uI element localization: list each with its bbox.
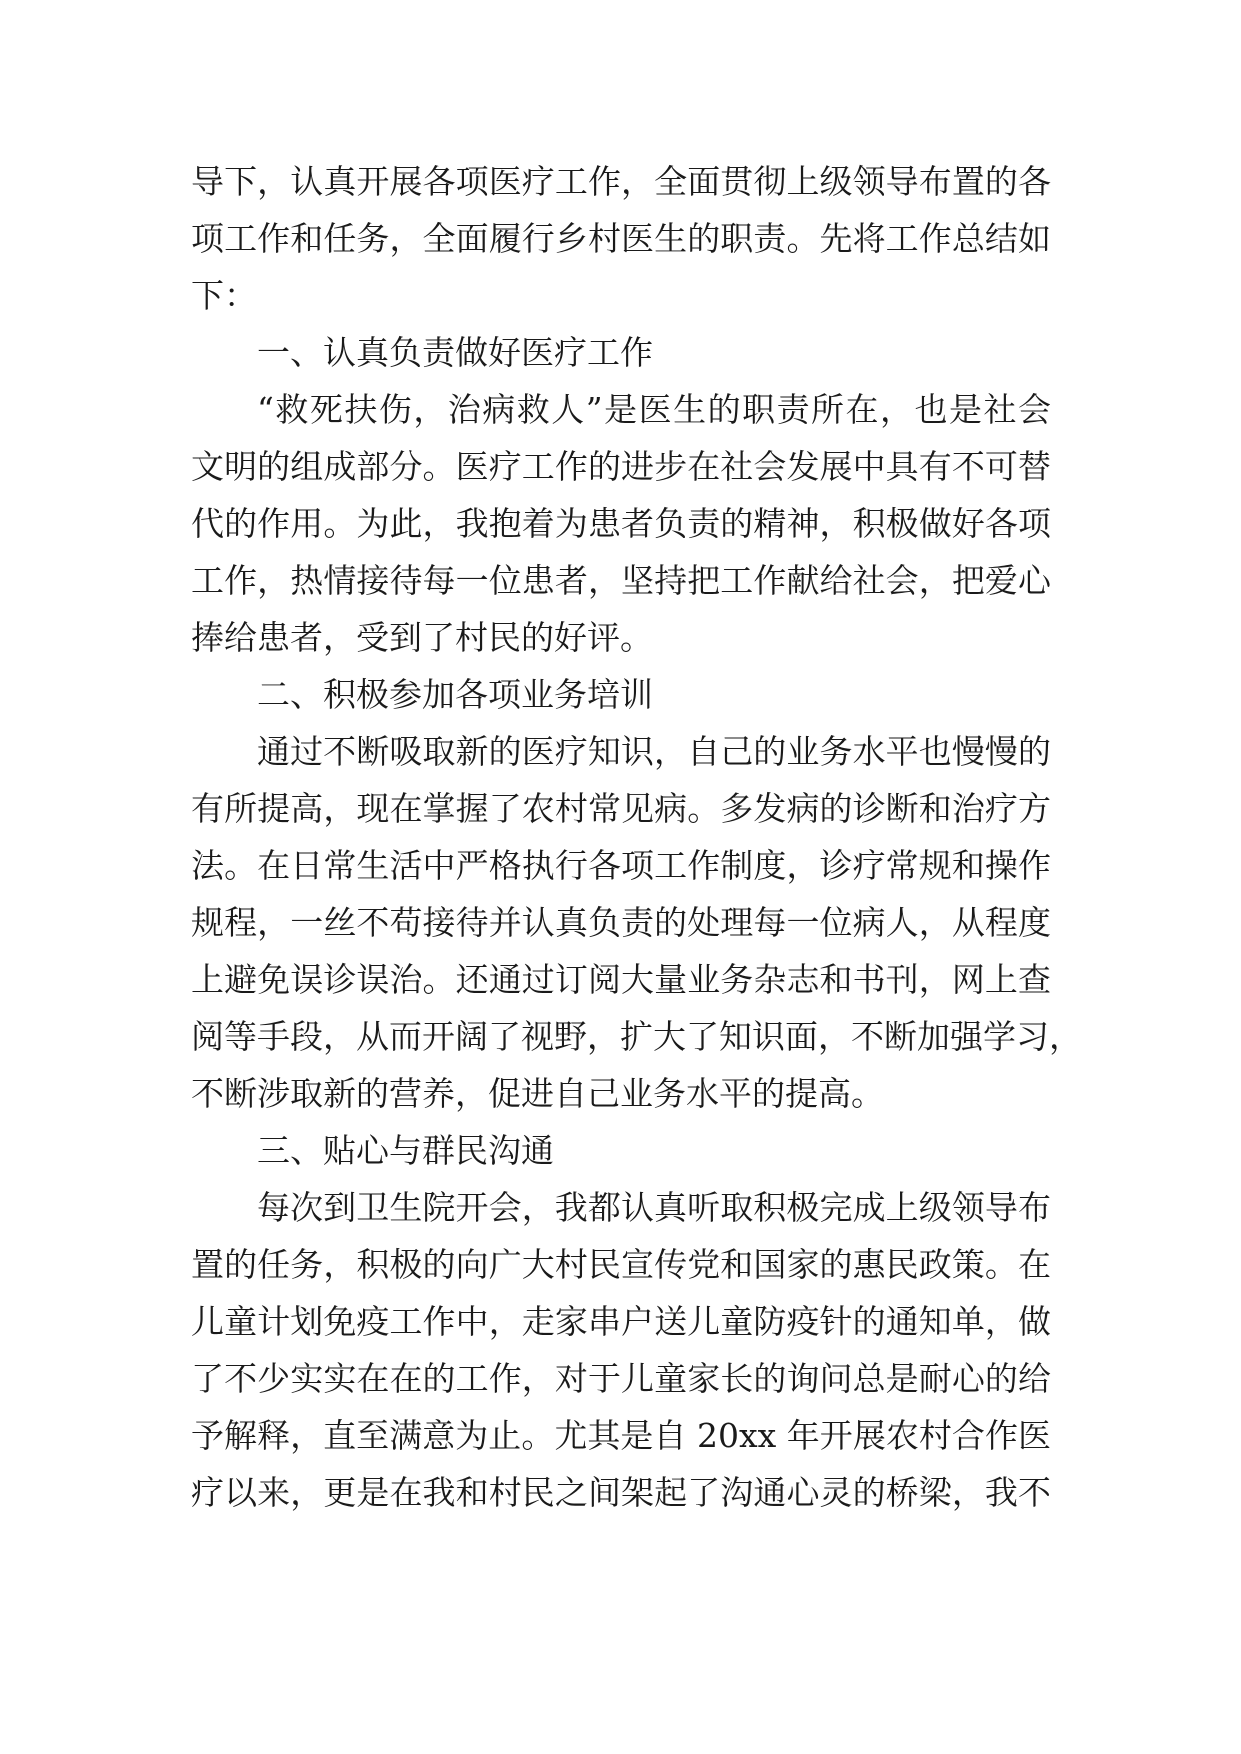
text-line: 通过不断吸取新的医疗知识，自己的业务水平也慢慢的 <box>257 732 1051 771</box>
text-line: 导下，认真开展各项医疗工作，全面贯彻上级领导布置的各 <box>191 162 1051 201</box>
text-line: 代的作用。为此，我抱着为患者负责的精神，积极做好各项 <box>191 504 1051 543</box>
text-line: 法。在日常生活中严格执行各项工作制度，诊疗常规和操作 <box>191 846 1051 885</box>
text-line: 有所提高，现在掌握了农村常见病。多发病的诊断和治疗方 <box>191 789 1051 828</box>
text-line: 每次到卫生院开会，我都认真听取积极完成上级领导布 <box>257 1188 1051 1227</box>
text-line: 文明的组成部分。医疗工作的进步在社会发展中具有不可替 <box>191 447 1051 486</box>
text-line: 项工作和任务，全面履行乡村医生的职责。先将工作总结如 <box>191 219 1051 258</box>
text-line: 上避免误诊误治。还通过订阅大量业务杂志和书刊，网上查 <box>191 960 1051 999</box>
section-heading: 二、积极参加各项业务培训 <box>257 675 653 714</box>
text-line: 捧给患者，受到了村民的好评。 <box>191 618 653 657</box>
text-line: 了不少实实在在的工作，对于儿童家长的询问总是耐心的给 <box>191 1359 1051 1398</box>
document-body <box>191 153 1082 1521</box>
text-line: 置的任务，积极的向广大村民宣传党和国家的惠民政策。在 <box>191 1245 1051 1284</box>
text-line: 工作，热情接待每一位患者，坚持把工作献给社会，把爱心 <box>191 561 1051 600</box>
text-line: 阅等手段，从而开阔了视野，扩大了知识面，不断加强学习， <box>191 1017 1082 1056</box>
text-line: 下： <box>191 276 257 315</box>
text-line: 予解释，直至满意为止。尤其是自 20xx 年开展农村合作医 <box>191 1416 1051 1455</box>
text-line: 规程，一丝不苟接待并认真负责的处理每一位病人，从程度 <box>191 903 1051 942</box>
section-heading: 一、认真负责做好医疗工作 <box>257 333 653 372</box>
section-heading: 三、贴心与群民沟通 <box>257 1131 554 1170</box>
text-line: “救死扶伤，治病救人”是医生的职责所在，也是社会 <box>257 390 1051 429</box>
text-line: 儿童计划免疫工作中，走家串户送儿童防疫针的通知单，做 <box>191 1302 1051 1341</box>
text-line: 不断涉取新的营养，促进自己业务水平的提高。 <box>191 1074 884 1113</box>
text-line: 疗以来，更是在我和村民之间架起了沟通心灵的桥梁，我不 <box>191 1473 1051 1512</box>
